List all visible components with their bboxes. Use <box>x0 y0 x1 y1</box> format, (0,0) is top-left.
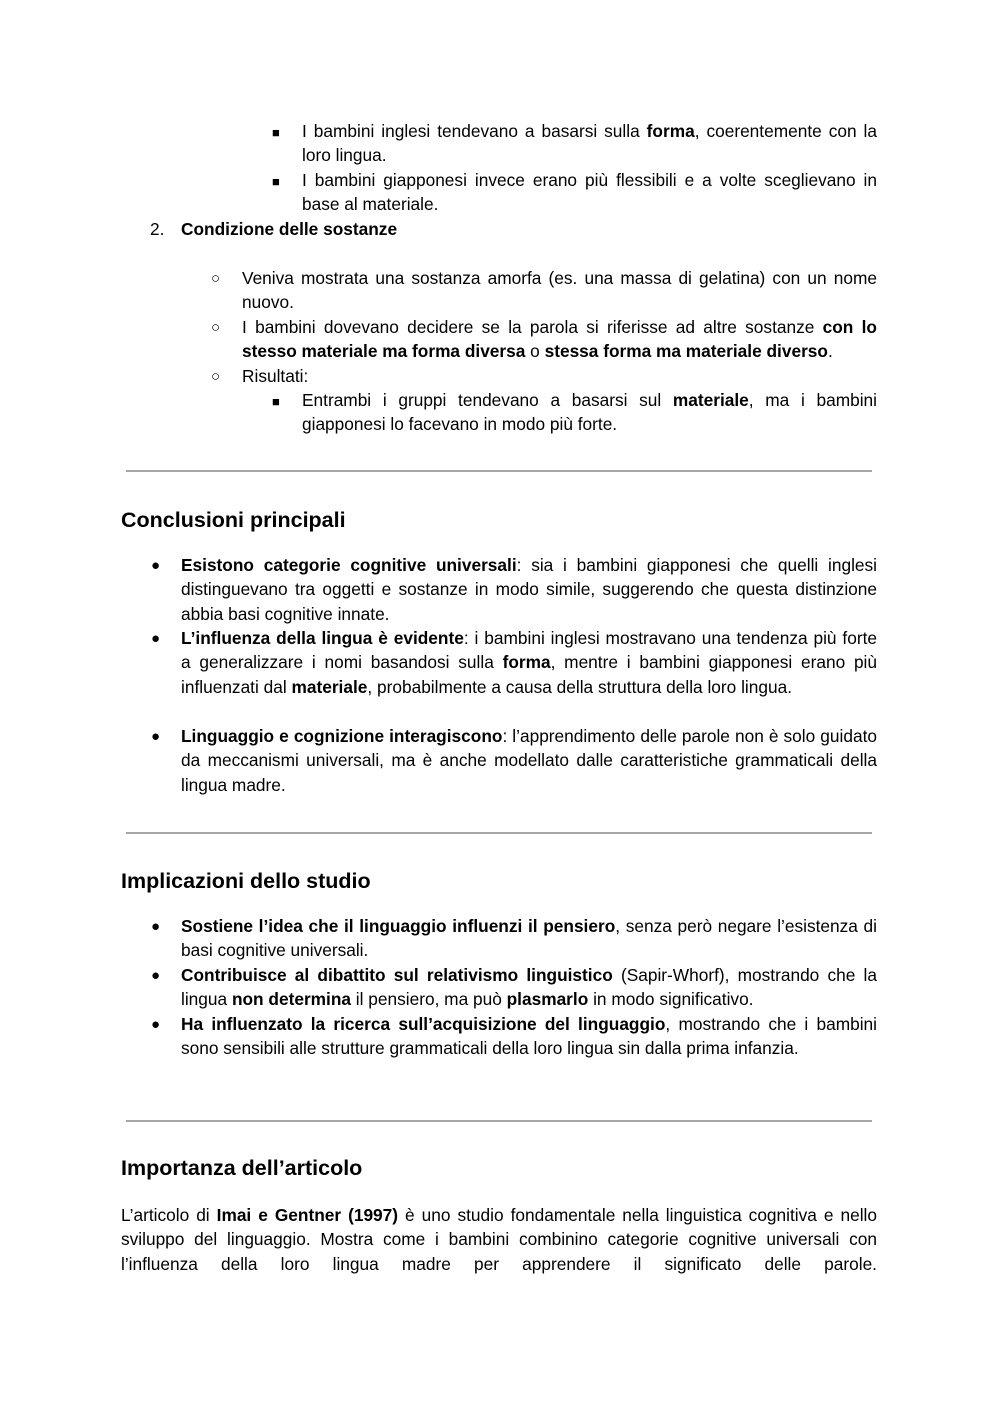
bullet-icon: ● <box>151 918 161 935</box>
bullet-icon: ● <box>151 557 161 574</box>
list-item-implication-2: Contribuisce al dibattito sul relativismo linguistico (Sapir-Whorf), mostrando che la lingua non determina il pensiero, ma può plasmarlo in modo significativo. <box>181 965 877 1010</box>
list-item-conclusion-1: Esistono categorie cognitive universali: sia i bambini giapponesi che quelli inglesi distinguevano tra oggetti e sostanze in modo simile, suggerendo che questa distinzione abbia basi cognitive innate. <box>181 555 877 624</box>
list-item-implication-1: Sostiene l’idea che il linguaggio influenzi il pensiero, senza però negare l’esistenza di basi cognitive universali. <box>181 916 877 961</box>
section-divider <box>126 832 872 834</box>
section-heading-conclusioni: Conclusioni principali <box>121 508 346 532</box>
list-item-implication-3: Ha influenzato la ricerca sull’acquisizione del linguaggio, mostrando che i bambini sono sensibili alle strutture grammaticali della loro lingua sin dalla prima infanzia. <box>181 1014 878 1059</box>
section-heading-importanza: Importanza dell’articolo <box>121 1156 363 1180</box>
list-item-amorphous-substance: Veniva mostrata una sostanza amorfa (es. una massa di gelatina) con un nome nuovo. <box>242 268 877 313</box>
list-item-conclusion-3: Linguaggio e cognizione interagiscono: l’apprendimento delle parole non è solo guidato da meccanismi universali, ma è anche modellato dalle caratteristiche grammaticali della lingua madre. <box>181 726 877 795</box>
list-item-conclusion-2: L’influenza della lingua è evidente: i bambini inglesi mostravano una tendenza più forte a generalizzare i nomi basandosi sulla forma, mentre i bambini giapponesi erano più influenzati dal materiale, probabilmente a causa della struttura della loro lingua. <box>181 628 878 697</box>
bullet-icon: ● <box>151 967 161 984</box>
list-item-japanese-children: I bambini giapponesi invece erano più flessibili e a volte sceglievano in base al materiale. <box>302 170 877 215</box>
list-item-both-groups: Entrambi i gruppi tendevano a basarsi sul materiale, ma i bambini giapponesi lo facevano in modo più forte. <box>302 390 877 435</box>
bullet-icon: ● <box>151 1016 161 1033</box>
circle-bullet-icon: ○ <box>211 270 221 287</box>
bullet-icon: ● <box>151 728 161 745</box>
list-item-results: Risultati: <box>242 366 309 386</box>
list-number: 2. <box>150 219 165 239</box>
bullet-icon: ● <box>151 630 161 647</box>
section-divider <box>126 1120 872 1122</box>
list-item-title: Condizione delle sostanze <box>181 219 398 239</box>
circle-bullet-icon: ○ <box>211 319 221 336</box>
section-heading-implicazioni: Implicazioni dello studio <box>121 869 371 893</box>
square-bullet-icon: ■ <box>272 394 280 409</box>
list-item-decision: I bambini dovevano decidere se la parola si riferisse ad altre sostanze con lo stesso materiale ma forma diversa o stessa forma ma materiale diverso. <box>242 317 877 362</box>
square-bullet-icon: ■ <box>272 174 280 189</box>
list-item-english-children: I bambini inglesi tendevano a basarsi sulla forma, coerentemente con la loro lingua. <box>302 121 877 166</box>
paragraph-importanza: L’articolo di Imai e Gentner (1997) è uno studio fondamentale nella linguistica cognitiva e nello sviluppo del linguaggio. Mostra come i bambini combinino categorie cognitive universali con l’influenza della loro lingua madre per apprendere il significato delle parole. <box>121 1205 877 1274</box>
square-bullet-icon: ■ <box>272 125 280 140</box>
section-divider <box>126 470 872 472</box>
circle-bullet-icon: ○ <box>211 368 221 385</box>
